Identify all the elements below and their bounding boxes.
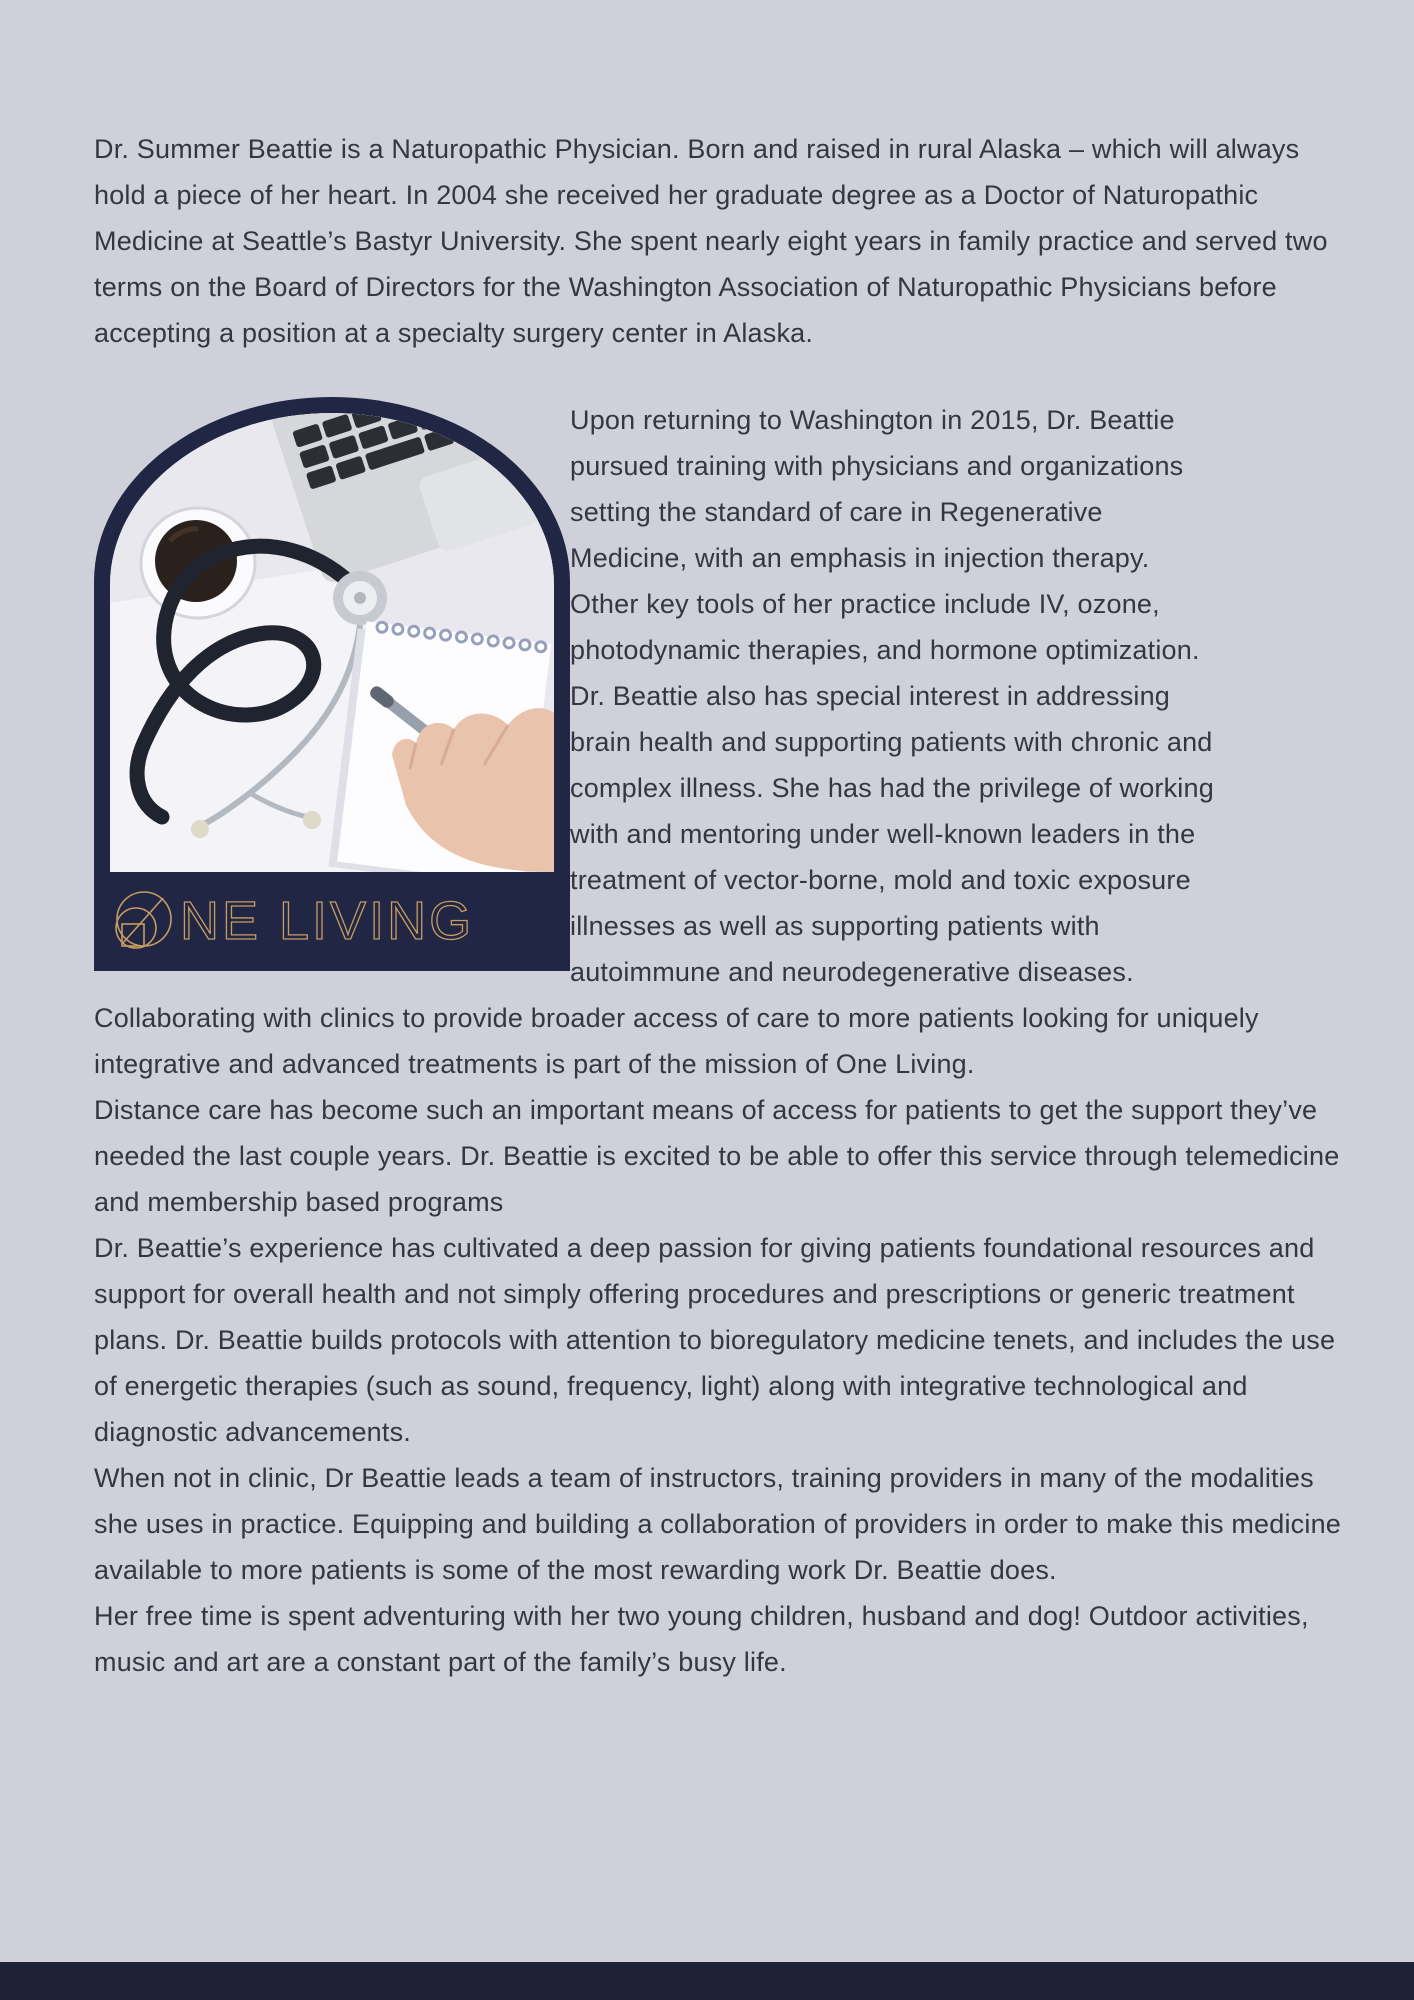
photo-frame	[94, 397, 570, 971]
clinic-paragraph: When not in clinic, Dr Beattie leads a team of instructors, training providers in many of the modalities she uses in practice. Equipping and building a collaboration of providers in order to make this medicine available to more patients is some of the most rewarding work Dr. Beattie does.	[94, 1463, 1342, 1585]
footer-bar	[0, 1962, 1414, 2000]
collaborating-paragraph: Collaborating with clinics to provide broader access of care to more patients looking for uniquely integrative and advanced treatments is part of the mission of One Living.	[94, 1003, 1259, 1079]
distance-care-paragraph: Distance care has become such an important means of access for patients to get the support they’ve needed the last couple years. Dr. Beattie is excited to be able to offer this service through telemedicine and membership based programs	[94, 1095, 1340, 1217]
brand-logo	[94, 872, 570, 971]
brand-logo-text: NE LIVING	[180, 891, 475, 951]
experience-paragraph: Dr. Beattie’s experience has cultivated a deep passion for giving patients foundational resources and support for overall health and not simply offering procedures and prescriptions or generic treatment plans. Dr. Beattie builds protocols with attention to bioregulatory medicine tenets, and includes the use of energetic therapies (such as sound, frequency, light) along with integrative technological and diagnostic advancements.	[94, 1233, 1336, 1447]
returning-paragraph: Upon returning to Washington in 2015, Dr. Beattie pursued training with physicians and organizations setting the standard of care in Regenerative Medicine, with an emphasis in injection therapy. Other key tools of her practice include IV, ozone, photodynamic therapies, and hormone optimization. Dr. Beattie also has special interest in addressing brain health and supporting patients with chronic and complex illness. She has had the privilege of working with and mentoring under well-known leaders in the treatment of vector-borne, mold and toxic exposure illnesses as well as supporting patients with autoimmune and neurodegenerative diseases.	[570, 405, 1214, 987]
photo-and-text-row	[94, 397, 1344, 995]
one-living-logo-mark	[108, 888, 176, 956]
desk-photo	[110, 413, 554, 872]
photo-illustration	[110, 413, 554, 872]
intro-paragraph: Dr. Summer Beattie is a Naturopathic Physician. Born and raised in rural Alaska – which will always hold a piece of her heart. In 2004 she received her graduate degree as a Doctor of Naturopathic Medicine at Seattle’s Bastyr University. She spent nearly eight years in family practice and served two terms on the Board of Directors for the Washington Association of Naturopathic Physicians before accepting a position at a specialty surgery center in Alaska.	[94, 134, 1328, 348]
free-time-paragraph: Her free time is spent adventuring with her two young children, husband and dog! Outdoor activities, music and art are a constant part of the family’s busy life.	[94, 1601, 1309, 1677]
